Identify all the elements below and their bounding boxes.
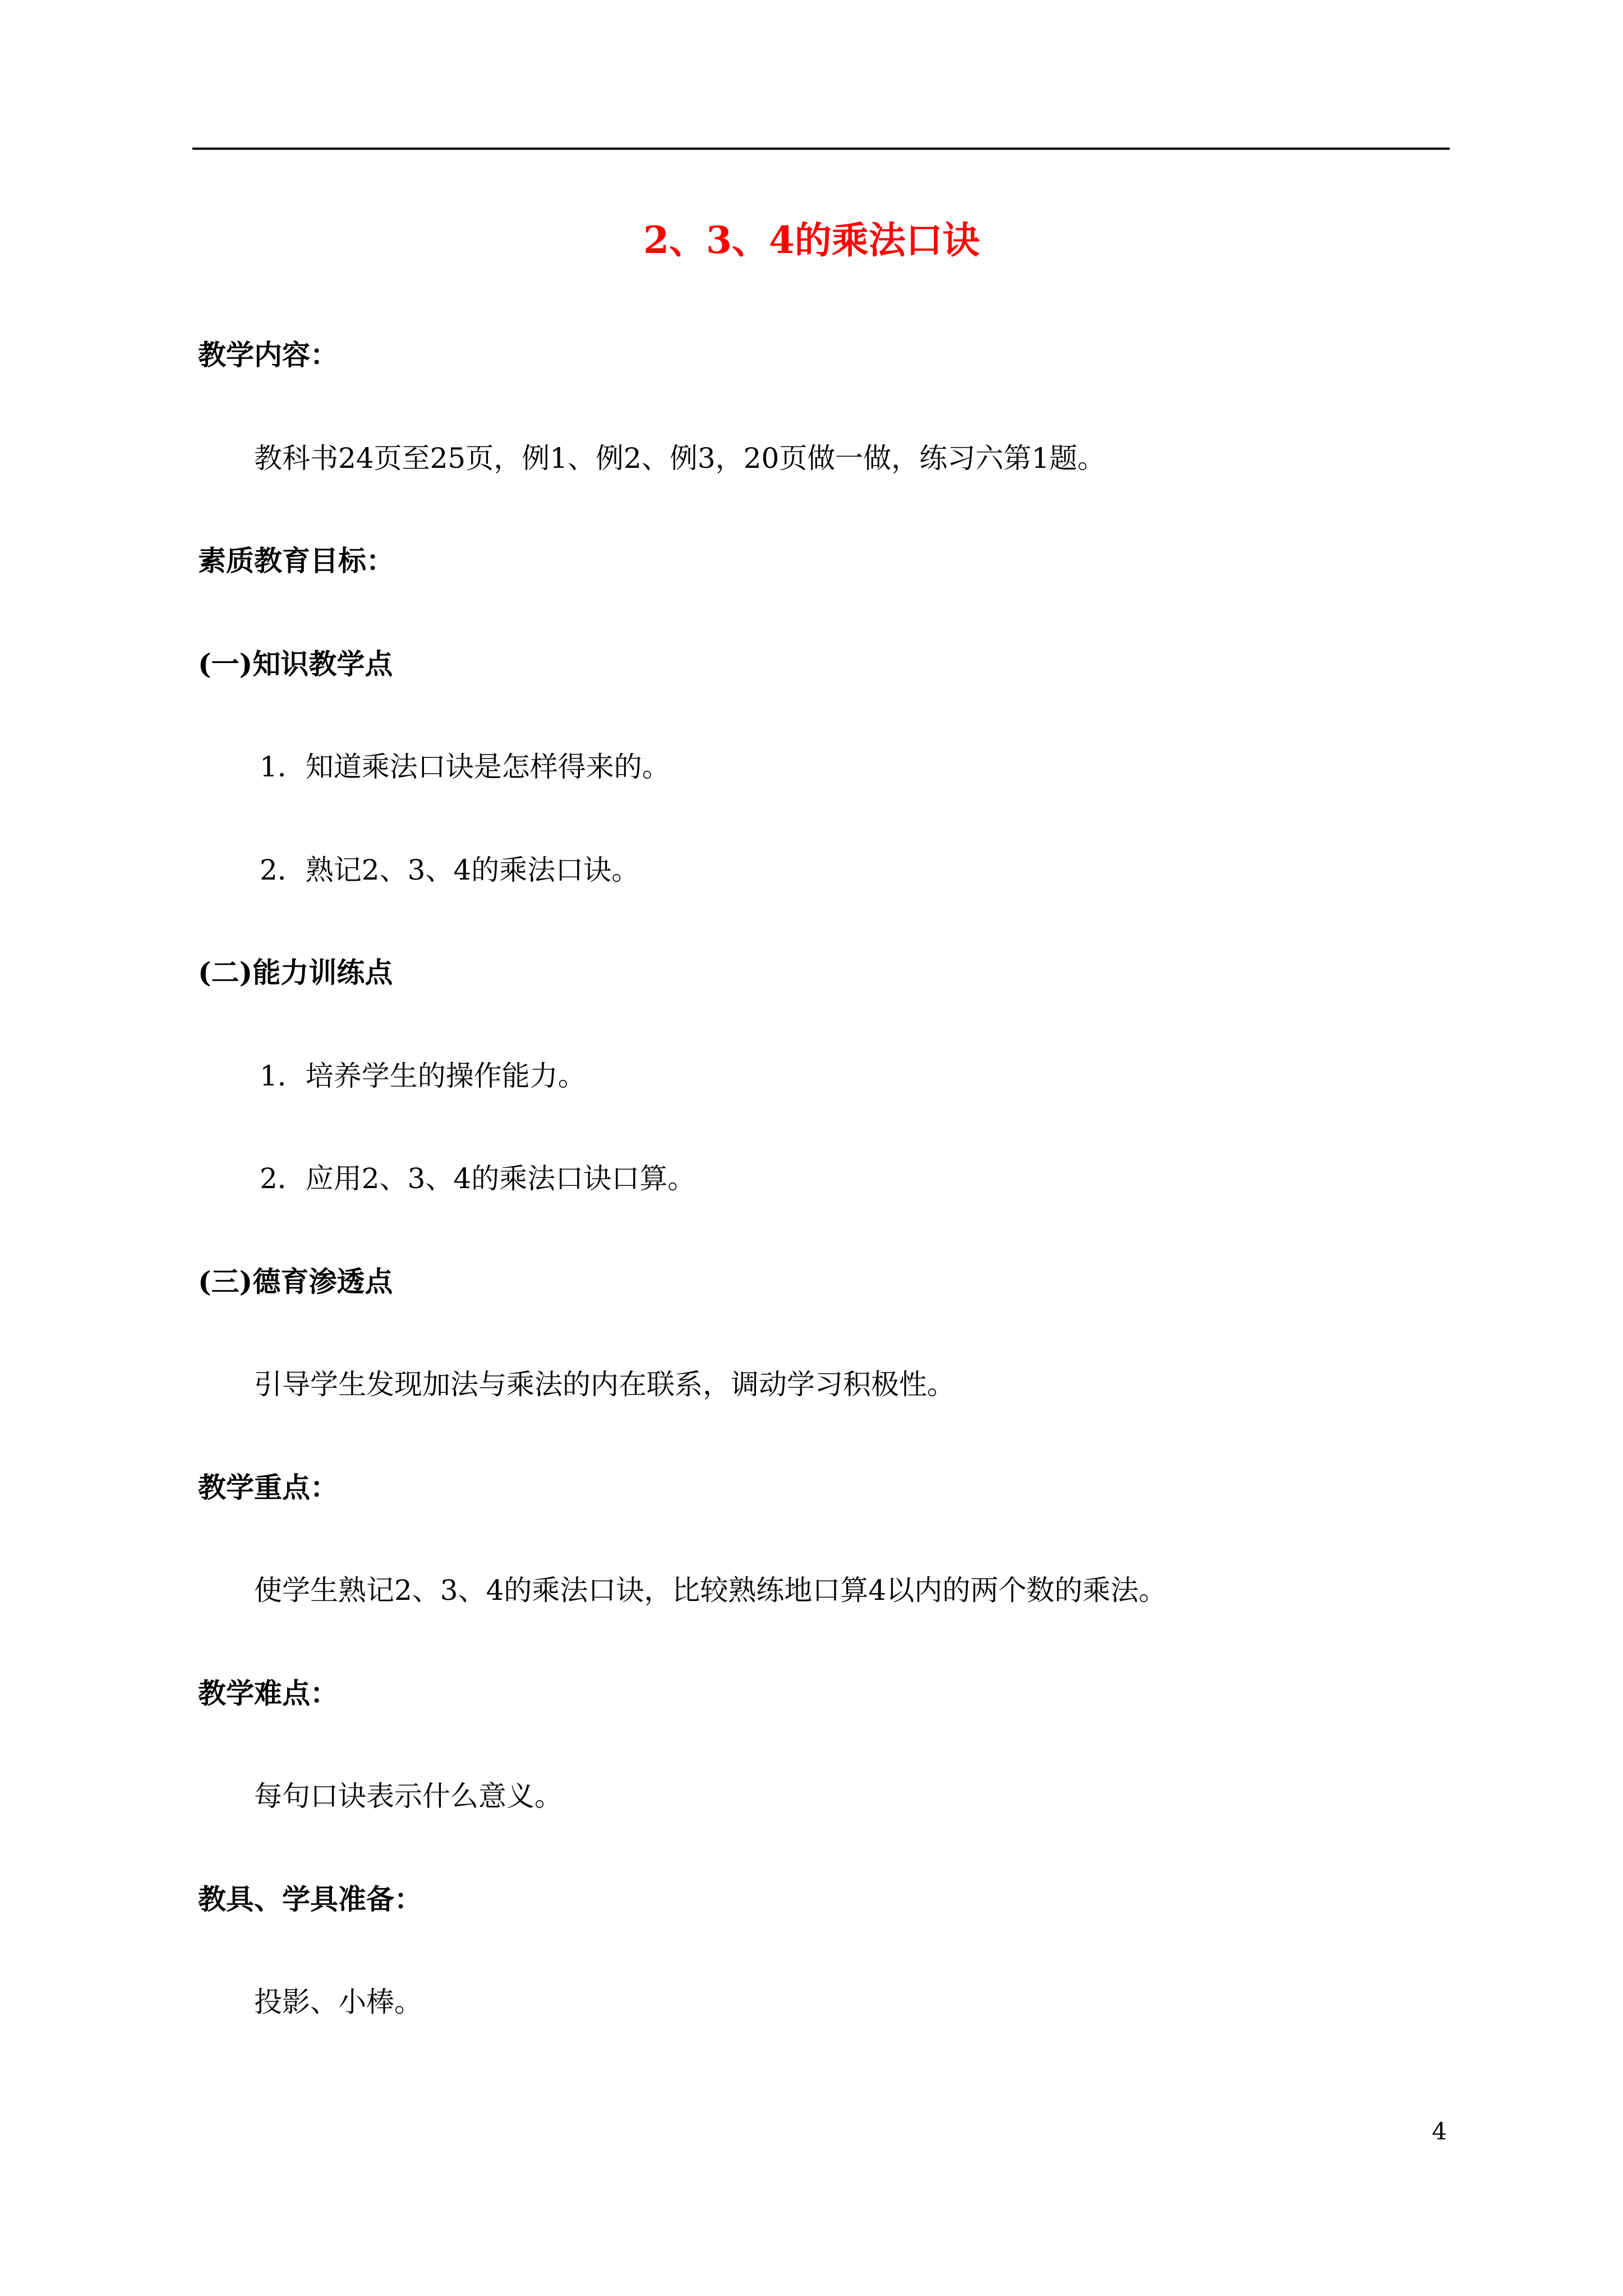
subsection-heading: (一)知识教学点	[198, 647, 393, 680]
subsection-heading: (二)能力训练点	[198, 956, 393, 989]
section-heading: 教学重点：	[198, 1470, 338, 1504]
paragraph: 投影、小棒。	[254, 1986, 422, 2018]
document-body	[198, 330, 1432, 2080]
list-item: 2．熟记2、3、4的乘法口诀。	[260, 853, 640, 886]
list-item: 1．知道乘法口诀是怎样得来的。	[260, 751, 670, 783]
section-heading: 素质教育目标：	[198, 544, 394, 577]
page-title: 2、3、4的乘法口诀	[643, 218, 980, 262]
subsection-heading: (三)德育渗透点	[198, 1264, 393, 1298]
section-heading: 教具、学具准备：	[198, 1882, 422, 1916]
paragraph: 教科书24页至25页，例1、例2、例3，20页做一做，练习六第1题。	[254, 441, 1106, 475]
paragraph: 引导学生发现加法与乘法的内在联系，调动学习积极性。	[254, 1368, 955, 1401]
header-rule	[192, 148, 1450, 150]
section-heading: 教学内容：	[198, 338, 338, 371]
paragraph: 每句口诀表示什么意义。	[254, 1780, 562, 1812]
paragraph: 使学生熟记2、3、4的乘法口诀，比较熟练地口算4以内的两个数的乘法。	[254, 1574, 1167, 1607]
section-heading: 教学难点：	[198, 1676, 338, 1710]
list-item: 2．应用2、3、4的乘法口诀口算。	[260, 1162, 696, 1195]
page-number: 4	[1432, 2118, 1447, 2145]
list-item: 1．培养学生的操作能力。	[260, 1059, 586, 1092]
